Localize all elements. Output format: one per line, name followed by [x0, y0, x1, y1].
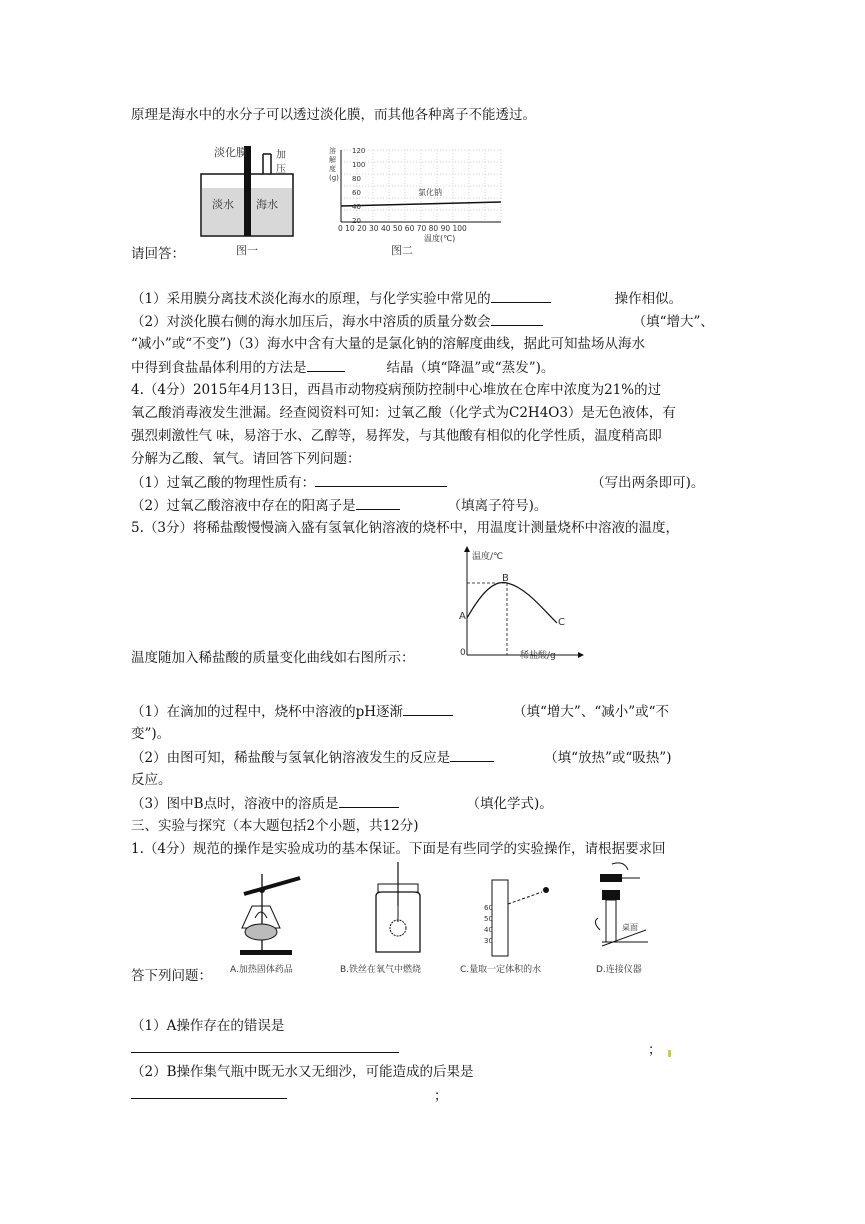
q3-part2: （2）对淡化膜右侧的海水加压后，海水中溶质的质量分数会 （填“增大”、	[131, 311, 714, 332]
fig2-x-ticks: 0 10 20 30 40 50 60 70 80 90 100	[338, 224, 467, 233]
q5-temperature-graph	[455, 545, 585, 665]
apparatus-a-heating	[240, 874, 300, 955]
q5-line-1: 5.（3分）将稀盐酸慢慢滴入盛有氢氧化钠溶液的烧杯中，用温度计测量烧杯中溶液的温度，	[131, 520, 679, 536]
ask-text: 请回答：	[131, 246, 185, 262]
s3-sub-2: （2）B操作集气瓶中既无水又无细沙，可能造成的后果是	[131, 1064, 474, 1080]
s3-blank-1[interactable]	[131, 1038, 399, 1053]
q4-sub-2: （2）过氧乙酸溶液中存在的阳离子是 （填离子符号)。	[131, 495, 547, 516]
q5-graph-x-label: 稀盐酸/g	[520, 651, 556, 661]
q5-point-a: A	[459, 611, 466, 622]
q5-blank-2[interactable]	[450, 747, 494, 762]
q4-blank-2[interactable]	[356, 495, 400, 510]
q4-line-2: 氧乙酸消毒液发生泄漏。经查阅资料可知：过氧乙酸（化学式为C2H4O3）是无色液体，有	[131, 405, 676, 421]
caption-b: B.铁丝在氧气中燃烧	[340, 965, 422, 975]
fig2-y-ticks: 120 100 80 60 40 20	[352, 147, 366, 225]
q5-point-b: B	[502, 573, 509, 584]
q5-blank-3[interactable]	[339, 793, 399, 808]
fresh-water-label: 淡水	[212, 198, 234, 211]
q4-sub-1: （1）过氧乙酸的物理性质有： （写出两条即可)。	[131, 472, 704, 493]
s3-blank-2[interactable]	[131, 1084, 287, 1099]
caption-a: A.加热固体药品	[230, 965, 293, 975]
figure-2-caption: 图二	[391, 244, 413, 257]
q4-line-4: 分解为乙酸、氧气。请回答下列问题：	[131, 451, 361, 467]
q5-line-2: 温度随加入稀盐酸的质量变化曲线如右图所示：	[131, 650, 415, 666]
q5-graph-origin: 0	[460, 648, 466, 658]
s3-sub-1-end: ；	[648, 1042, 662, 1058]
apparatus-b-gas-jar	[376, 862, 420, 952]
figure-1-caption: 图一	[236, 244, 258, 257]
fig2-y-label: 溶 解 度 (g)	[329, 147, 339, 182]
q3-part3: “减小”或“不变”)（3）海水中含有大量的是氯化钠的溶解度曲线，据此可知盐场从海水	[131, 336, 645, 352]
s3-sub-1: （1）A操作存在的错误是	[131, 1018, 285, 1034]
pressure-label-2: 压	[276, 164, 286, 175]
q3-blank-1[interactable]	[491, 288, 551, 303]
q5-sub-2-cont: 反应。	[131, 772, 172, 788]
s3-q1-line-2: 答下列问题：	[131, 968, 212, 984]
q4-blank-1[interactable]	[315, 472, 447, 487]
membrane-label: 淡化膜	[214, 146, 247, 159]
s3-sub-2-end: ；	[434, 1088, 448, 1104]
q5-sub-3: （3）图中B点时，溶液中的溶质是 （填化学式)。	[131, 793, 553, 814]
q4-line-1: 4.（4分）2015年4月13日，西昌市动物疫病预防控制中心堆放在仓库中浓度为21%的过	[131, 382, 662, 398]
q5-sub-2: （2）由图可知，稀盐酸与氢氧化钠溶液发生的反应是 （填“放热”或“吸热”)	[131, 747, 671, 768]
desk-label: 桌面	[622, 923, 638, 932]
fig2-x-label: 温度(℃)	[424, 234, 456, 243]
q5-blank-1[interactable]	[403, 701, 453, 716]
q3-blank-3[interactable]	[307, 357, 345, 372]
q4-line-3: 强烈刺激性气 味，易溶于水、乙醇等，易挥发，与其他酸有相似的化学性质，温度稍高即	[131, 428, 662, 444]
sea-water-label: 海水	[256, 198, 278, 211]
fig2-curve-label: 氯化钠	[418, 188, 442, 197]
q3-blank-2[interactable]	[491, 311, 543, 326]
cylinder-ticks: 60 50 40 30	[484, 904, 493, 945]
apparatus-figures	[222, 860, 742, 976]
section-3-heading: 三、实验与探究（本大题包括2个小题，共12分)	[131, 818, 419, 834]
caption-d: D.连接仪器	[596, 965, 642, 975]
q3-part4: 中得到食盐晶体利用的方法是 结晶（填“降温”或“蒸发”)。	[131, 357, 554, 378]
stray-mark	[668, 1050, 671, 1057]
s3-q1-line-1: 1.（4分）规范的操作是实验成功的基本保证。下面是有些同学的实验操作，请根据要求回	[131, 841, 666, 857]
q5-graph-y-label: 温度/℃	[472, 552, 504, 562]
q3-part1: （1）采用膜分离技术淡化海水的原理，与化学实验中常见的 操作相似。	[131, 288, 682, 309]
q5-point-c: C	[558, 617, 565, 628]
pressure-label-1: 加	[276, 150, 286, 161]
caption-c: C.量取一定体积的水	[460, 965, 542, 975]
apparatus-d-connecting	[595, 863, 648, 946]
q5-sub-1-cont: 变”)。	[131, 726, 171, 742]
apparatus-c-cylinder	[492, 880, 549, 956]
intro-text: 原理是海水中的水分子可以透过淡化膜，而其他各种离子不能透过。	[131, 107, 536, 123]
q5-sub-1: （1）在滴加的过程中，烧杯中溶液的pH逐渐 （填“增大”、“减小”或“不	[131, 701, 669, 722]
